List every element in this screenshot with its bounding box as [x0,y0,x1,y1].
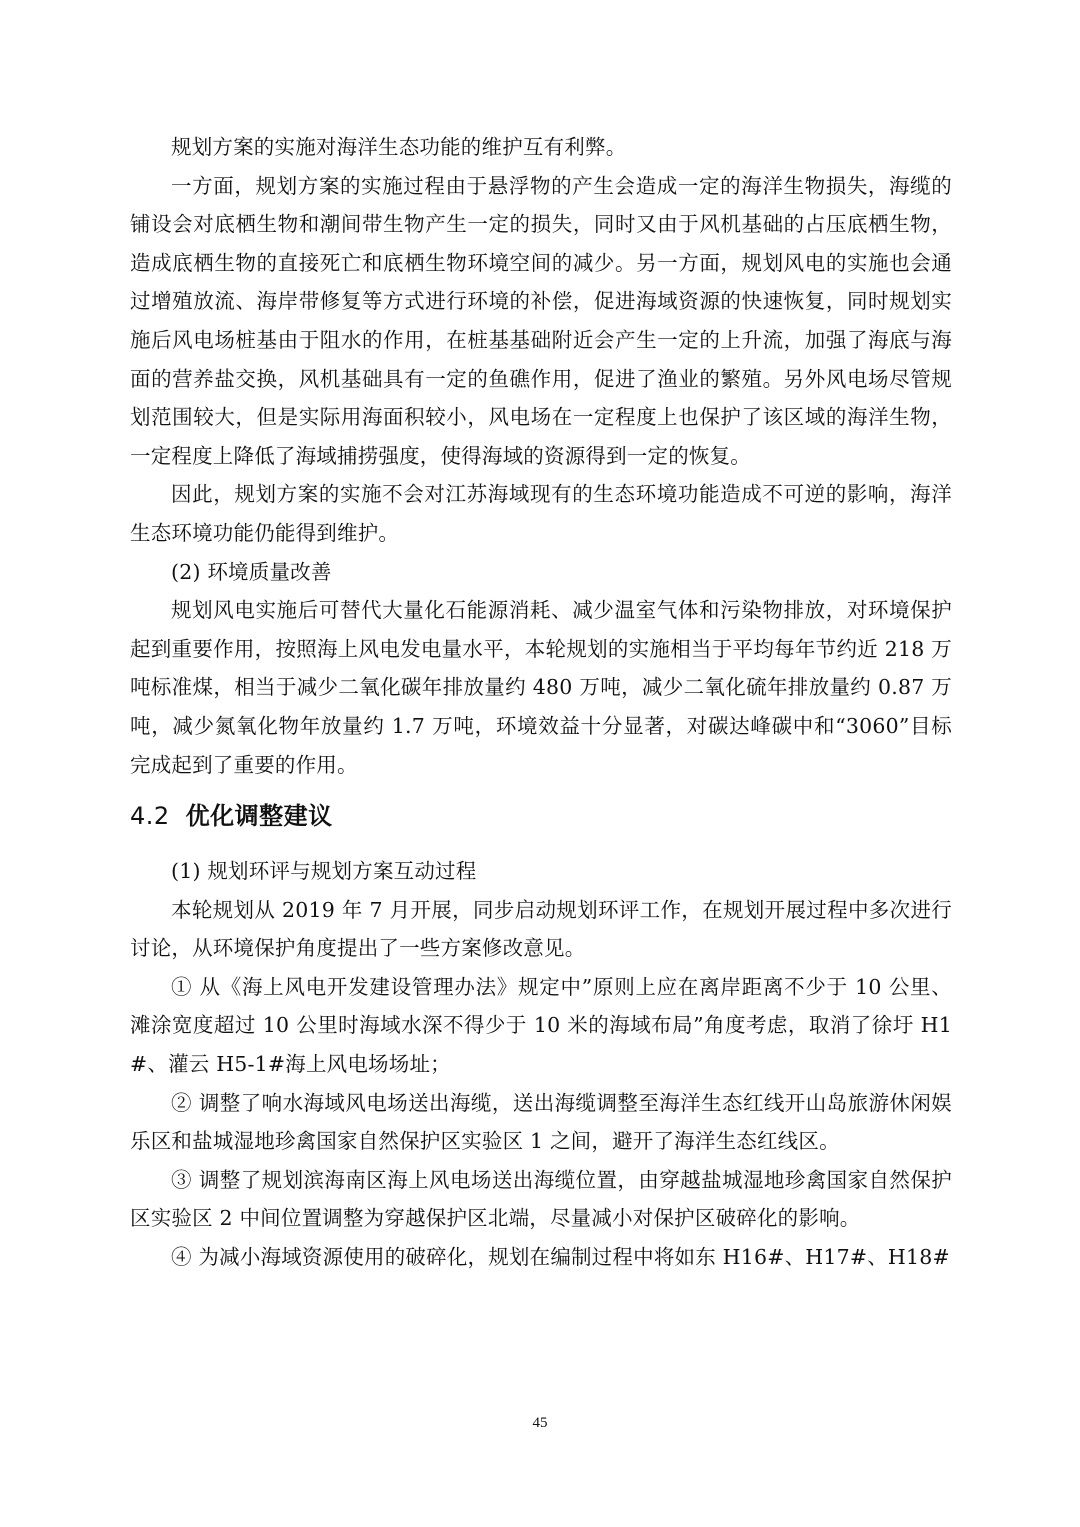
paragraph-interaction-intro: 本轮规划从 2019 年 7 月开展，同步启动规划环评工作，在规划开展过程中多次进行讨论，从环境保护角度提出了一些方案修改意见。 [130,897,952,961]
list-item-3: ③ 调整了规划滨海南区海上风电场送出海缆位置，由穿越盐城湿地珍禽国家自然保护区实验区 2 中间位置调整为穿越保护区北端，尽量减小对保护区破碎化的影响。 [130,1167,952,1231]
paragraph-ecology-impact: 一方面，规划方案的实施过程由于悬浮物的产生会造成一定的海洋生物损失，海缆的铺设会对底栖生物和潮间带生物产生一定的损失，同时又由于风机基础的占压底栖生物，造成底栖生物的直接死亡和底栖生物环境空间的减少。另一方面，规划风电的实施也会通过增殖放流、海岸带修复等方式进行环境的补偿，促进海域资源的快速恢复，同时规划实施后风电场桩基由于阻水的作用，在桩基基础附近会产生一定的上升流，加强了海底与海面的营养盐交换，风机基础具有一定的鱼礁作用，促进了渔业的繁殖。另外风电场尽管规划范围较大，但是实际用海面积较小，风电场在一定程度上也保护了该区域的海洋生物，一定程度上降低了海域捕捞强度，使得海域的资源得到一定的恢复。 [130,173,952,468]
paragraph-environment-benefit: 规划风电实施后可替代大量化石能源消耗、减少温室气体和污染物排放，对环境保护起到重要作用，按照海上风电发电量水平，本轮规划的实施相当于平均每年节约近 218 万吨标准煤，相当于减少二氧化碳年排放量约 480 万吨，减少二氧化硫年排放量约 0.87 万吨，减少氮氧化物年放量约 1.7 万吨，环境效益十分显著，对碳达峰碳中和“3060”目标完成起到了重要的作用。 [130,598,952,777]
section-number: 4.2 [130,802,170,831]
page-content [130,128,952,1277]
page-number: 45 [532,1415,548,1431]
list-item-1: ① 从《海上风电开发建设管理办法》规定中”原则上应在离岸距离不少于 10 公里、滩涂宽度超过 10 公里时海域水深不得少于 10 米的海域布局”角度考虑，取消了徐圩 H1#、灌云 H5-1#海上风电场场址； [130,974,952,1077]
subheading-interaction-process: (1) 规划环评与规划方案互动过程 [171,859,477,884]
section-title: 优化调整建议 [185,802,333,831]
paragraph-ecology-conclusion: 因此，规划方案的实施不会对江苏海域现有的生态环境功能造成不可逆的影响，海洋生态环境功能仍能得到维护。 [130,482,952,545]
list-item-2: ② 调整了响水海域风电场送出海缆，送出海缆调整至海洋生态红线开山岛旅游休闲娱乐区和盐城湿地珍禽国家自然保护区实验区 1 之间，避开了海洋生态红线区。 [130,1090,952,1154]
subheading-environment-quality: (2) 环境质量改善 [171,559,332,584]
list-item-4: ④ 为减小海域资源使用的破碎化，规划在编制过程中将如东 H16#、H17#、H18# [171,1245,950,1270]
paragraph-ecology-intro: 规划方案的实施对海洋生态功能的维护互有利弊。 [171,135,627,159]
section-heading [130,798,952,834]
